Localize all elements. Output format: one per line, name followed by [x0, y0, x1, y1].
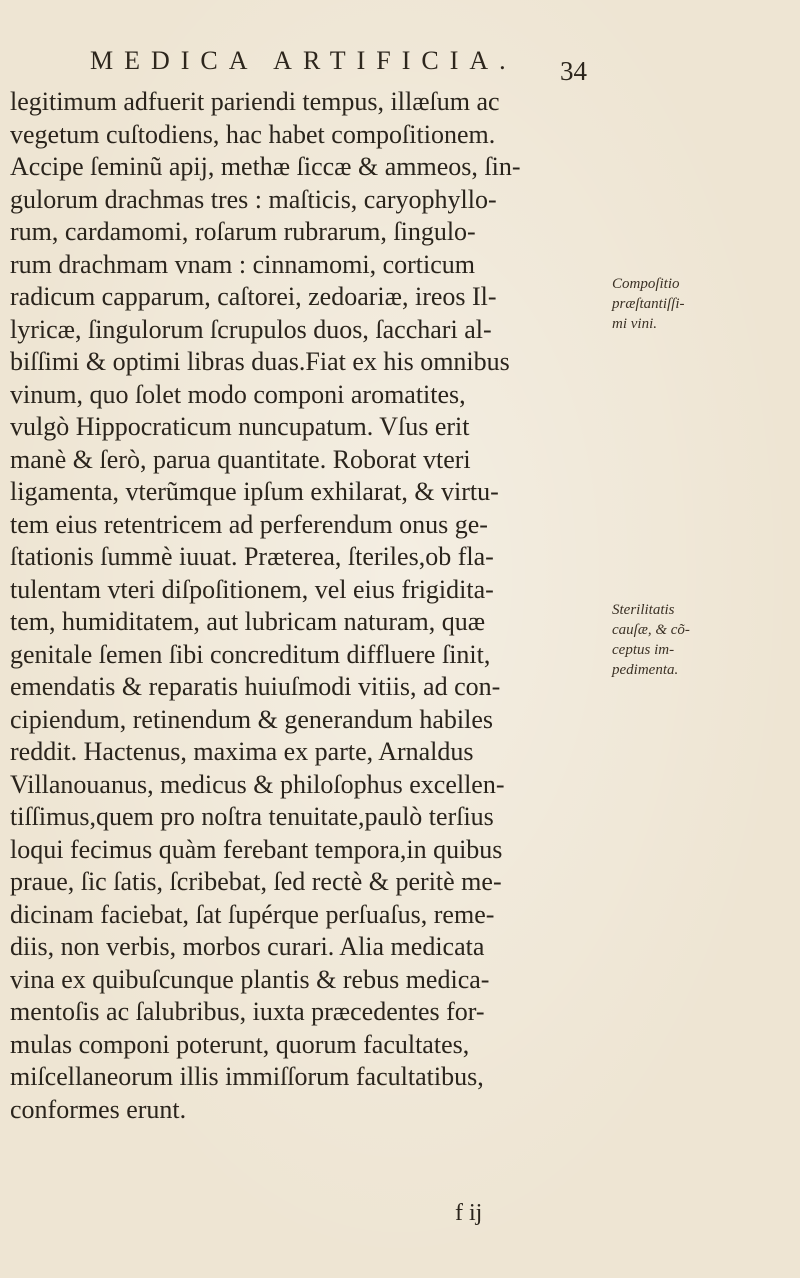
margin-note-line: Compoſitio	[612, 276, 680, 292]
text-line: reddit. Hactenus, maxima ex parte, Arnaldus	[10, 737, 474, 766]
text-line: emendatis & reparatis huiuſmodi vitiis, ad con-	[10, 672, 501, 701]
text-line: ſtationis ſummè iuuat. Præterea, ſteriles,ob fla-	[10, 542, 494, 571]
margin-note-line: ceptus im-	[612, 642, 675, 658]
margin-note-line: Sterilitatis	[612, 602, 675, 618]
signature-mark: f ij	[455, 1200, 483, 1226]
text-line: conformes erunt.	[10, 1094, 187, 1124]
text-line: tem, humiditatem, aut lubricam naturam, quæ	[10, 607, 486, 636]
text-line: loqui fecimus quàm ferebant tempora,in quibus	[10, 834, 503, 864]
text-line: genitale ſemen ſibi concreditum diffluere ſinit,	[10, 639, 491, 669]
text-line: miſcellaneorum illis immiſſorum facultatibus,	[10, 1062, 484, 1091]
text-line: legitimum adfuerit pariendi tempus, illæſum ac	[10, 87, 500, 116]
text-line: biſſimi & optimi libras duas.Fiat ex his omnibus	[10, 347, 510, 376]
text-line: praue, ſic ſatis, ſcribebat, ſed rectè & peritè me-	[10, 867, 502, 896]
text-line: lyricæ, ſingulorum ſcrupulos duos, ſacchari al-	[10, 314, 492, 344]
text-line: radicum capparum, caſtorei, zedoariæ, ireos Il-	[10, 282, 497, 311]
text-line: ligamenta, vterũmque ipſum exhilarat, & virtu-	[10, 477, 499, 506]
text-line: manè & ſerò, parua quantitate. Roborat vteri	[10, 444, 471, 474]
text-line: tem eius retentricem ad perferendum onus ge-	[10, 509, 488, 539]
text-line: Villanouanus, medicus & philoſophus excellen-	[10, 769, 505, 799]
text-line: mentoſis ac ſalubribus, iuxta præcedentes for-	[10, 997, 485, 1026]
text-line: vina ex quibuſcunque plantis & rebus medica-	[10, 964, 490, 994]
text-line: cipiendum, retinendum & generandum habiles	[10, 704, 494, 734]
text-line: dicinam faciebat, ſat ſupérque perſuaſus, reme-	[10, 899, 495, 929]
text-line: tulentam vteri diſpoſitionem, vel eius frigidita-	[10, 574, 494, 604]
margin-note-composition	[612, 274, 712, 334]
text-line: gulorum drachmas tres : maſticis, caryophyllo-	[10, 184, 497, 214]
text-line: Accipe ſeminũ apij, methæ ſiccæ & ammeos, ſin-	[10, 152, 521, 181]
margin-note-sterility	[612, 600, 712, 680]
text-line: diis, non verbis, morbos curari. Alia medicata	[10, 932, 485, 961]
text-line: vinum, quo ſolet modo componi aromatites,	[10, 379, 466, 409]
text-line: rum drachmam vnam : cinnamomi, corticum	[10, 249, 475, 279]
text-line: tiſſimus,quem pro noſtra tenuitate,paulò terſius	[10, 802, 494, 831]
text-line: vulgò Hippocraticum nuncupatum. Vſus erit	[10, 412, 470, 441]
page-number: 34	[560, 56, 587, 86]
text-line: mulas componi poterunt, quorum facultates,	[10, 1029, 470, 1059]
text-line: rum, cardamomi, roſarum rubrarum, ſingulo-	[10, 217, 476, 246]
margin-note-line: præſtantiſſi-	[612, 296, 685, 312]
margin-note-line: pedimenta.	[612, 662, 679, 678]
margin-note-line: mi vini.	[612, 316, 657, 332]
text-line: vegetum cuſtodiens, hac habet compoſitionem.	[10, 119, 496, 149]
margin-note-line: cauſæ, & cõ-	[612, 622, 690, 638]
running-title: MEDICA ARTIFICIA.	[90, 46, 517, 75]
body-text	[10, 86, 610, 1126]
